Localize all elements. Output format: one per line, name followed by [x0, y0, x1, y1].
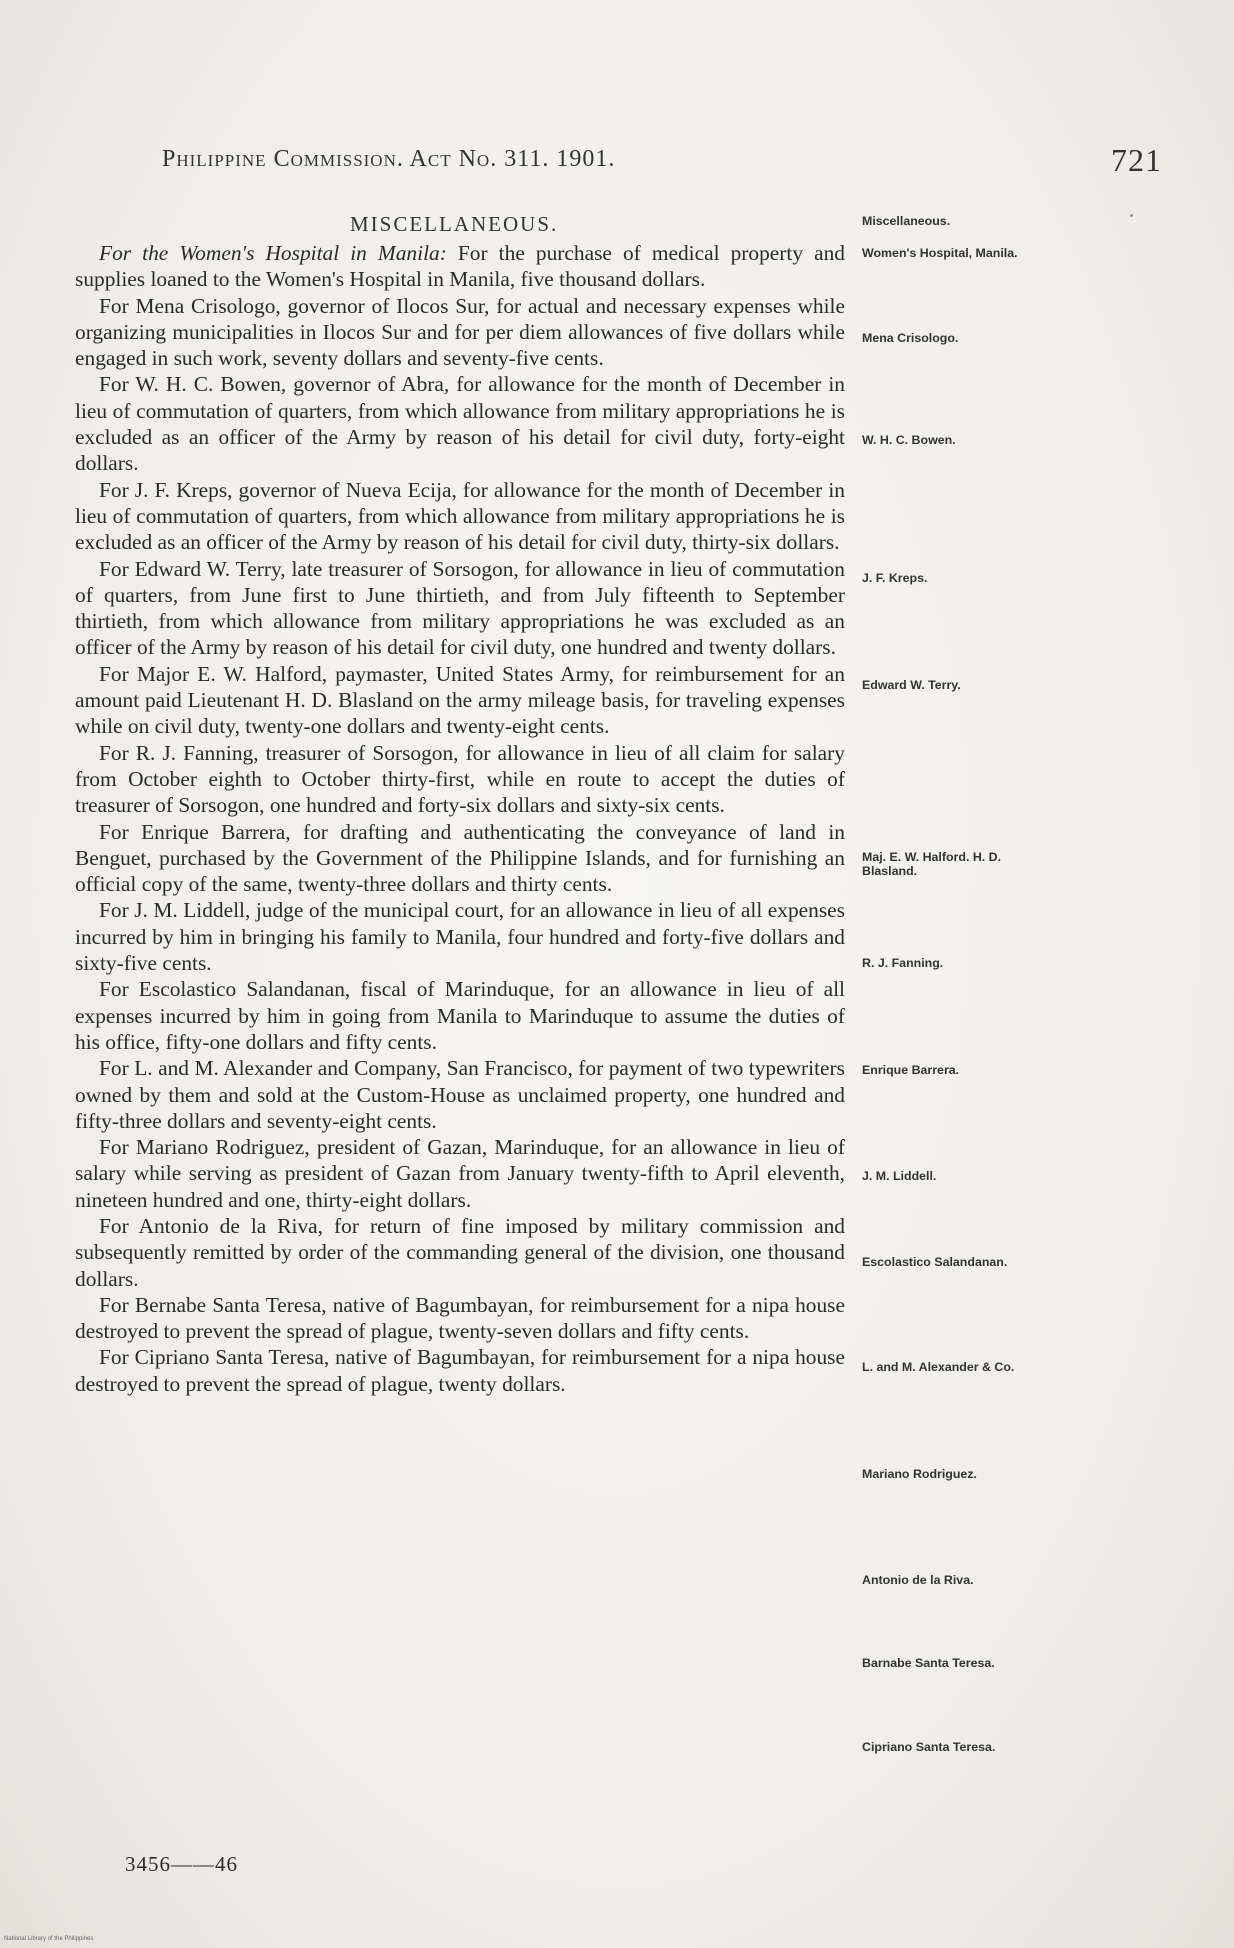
margin-note: Edward W. Terry.: [862, 678, 961, 692]
margin-note: W. H. C. Bowen.: [862, 433, 956, 447]
paragraph: [75, 897, 845, 976]
paragraph: [75, 293, 845, 372]
paragraph-text: For J. F. Kreps, governor of Nueva Ecija, for allowance for the month of December in lieu of commutation of quarters, from which allowance from military appropriations he is excluded as an officer of the Army by reason of his detail for civil duty, thirty-six dollars.: [75, 477, 845, 555]
paragraph-text: For Antonio de la Riva, for return of fine imposed by military commission and subsequently remitted by order of the commanding general of the division, one thousand dollars.: [75, 1213, 845, 1291]
paragraph-text: For Escolastico Salandanan, fiscal of Marinduque, for an allowance in lieu of all expenses incurred by him in going from Manila to Marinduque to assume the duties of his office, fifty-one dollars and fifty cents.: [75, 977, 845, 1054]
paragraph: [75, 371, 845, 476]
margin-note: Maj. E. W. Halford. H. D. Blasland.: [862, 850, 1002, 878]
paragraph-text: For Major E. W. Halford, paymaster, United States Army, for reimbursement for an amount paid Lieutenant H. D. Blasland on the army mileage basis, for traveling expenses while on civil duty, twenty-one dollars and twenty-eight cents.: [75, 661, 845, 739]
paragraph: [75, 1344, 845, 1397]
paragraph-text: For Cipriano Santa Teresa, native of Bagumbayan, for reimbursement for a nipa house destroyed to prevent the spread of plague, twenty dollars.: [75, 1345, 845, 1396]
paragraph: [75, 740, 845, 819]
paragraph-text: For Mariano Rodriguez, president of Gazan, Marinduque, for an allowance in lieu of salary while serving as president of Gazan from January twenty-fifth to April eleventh, nineteen hundred and one, thirty-eight dollars.: [75, 1135, 845, 1212]
margin-note: L. and M. Alexander & Co.: [862, 1360, 1015, 1374]
paragraph-text: For Enrique Barrera, for drafting and authenticating the conveyance of land in Benguet, purchased by the Government of the Philippine Islands, and for furnishing an official copy of the same, twenty-three dollars and thirty cents.: [75, 819, 845, 897]
paragraph-lead: For the Women's Hospital in Manila:: [99, 241, 447, 265]
paragraph-text: For L. and M. Alexander and Company, San Francisco, for payment of two typewriters owned by them and sold at the Custom-House as unclaimed property, one hundred and fifty-three dollars and seventy-eight cents.: [75, 1056, 845, 1133]
paragraph: [75, 240, 845, 293]
paragraph: [75, 477, 845, 556]
margin-note: J. M. Liddell.: [862, 1169, 937, 1183]
archive-credit: National Library of the Philippines: [4, 1936, 94, 1942]
scan-speck: [1130, 214, 1133, 217]
signature-mark: 3456——46: [125, 1852, 238, 1876]
paragraph: [75, 1213, 845, 1292]
margin-note: Mariano Rodriguez.: [862, 1467, 977, 1481]
margin-note: Mena Crisologo.: [862, 331, 959, 345]
paragraph: [75, 976, 845, 1055]
margin-note: R. J. Fanning.: [862, 956, 944, 970]
paragraph-text: For W. H. C. Bowen, governor of Abra, for allowance for the month of December in lieu of commutation of quarters, from which allowance from military appropriations he is excluded as an officer of the Army by reason of his detail for civil duty, forty-eight dollars.: [75, 372, 845, 476]
paragraph-text: For R. J. Fanning, treasurer of Sorsogon, for allowance in lieu of all claim for salary from October eighth to October thirty-first, while en route to accept the duties of treasurer of Sorsogon, one hundred and forty-six dollars and sixty-six cents.: [75, 740, 845, 818]
margin-note: Cipriano Santa Teresa.: [862, 1740, 996, 1754]
section-title: MISCELLANEOUS.: [350, 212, 559, 236]
running-title: Philippine Commission. Act No. 311. 1901.: [162, 146, 616, 172]
paragraph: [75, 1134, 845, 1213]
margin-note: Escolastico Salandanan.: [862, 1255, 1008, 1269]
paragraph-text: For the purchase of medical property and supplies loaned to the Women's Hospital in Manila, five thousand dollars.: [75, 241, 845, 292]
paragraph-text: For J. M. Liddell, judge of the municipal court, for an allowance in lieu of all expenses incurred by him in bringing his family to Manila, four hundred and forty-five dollars and sixty-five cents.: [75, 898, 845, 976]
paragraph: [75, 1292, 845, 1345]
margin-note: Barnabe Santa Teresa.: [862, 1656, 995, 1670]
paragraph: [75, 1055, 845, 1134]
margin-note: Enrique Barrera.: [862, 1063, 960, 1077]
margin-note: J. F. Kreps.: [862, 571, 928, 585]
paragraph-text: For Mena Crisologo, governor of Ilocos Sur, for actual and necessary expenses while organizing municipalities in Ilocos Sur and for per diem allowances of five dollars while engaged in such work, seventy dollars and seventy-five cents.: [75, 293, 845, 371]
body-text: [75, 240, 845, 1397]
margin-note: Antonio de la Riva.: [862, 1573, 974, 1587]
running-header: [162, 142, 1162, 186]
margin-note: Miscellaneous.: [862, 214, 951, 228]
paragraph: [75, 819, 845, 898]
page-number: 721: [1111, 142, 1162, 178]
paragraph-text: For Bernabe Santa Teresa, native of Bagumbayan, for reimbursement for a nipa house destroyed to prevent the spread of plague, twenty-seven dollars and fifty cents.: [75, 1292, 845, 1344]
paragraph: [75, 661, 845, 740]
margin-note: Women's Hospital, Manila.: [862, 246, 1018, 260]
paragraph: [75, 556, 845, 661]
paragraph-text: For Edward W. Terry, late treasurer of Sorsogon, for allowance in lieu of commutation of quarters, from June first to June thirtieth, and from July fifteenth to September thirtieth, from which allowance from military appropriations he was excluded as an officer of the Army by reason of his detail for civil duty, one hundred and twenty dollars.: [75, 556, 845, 660]
